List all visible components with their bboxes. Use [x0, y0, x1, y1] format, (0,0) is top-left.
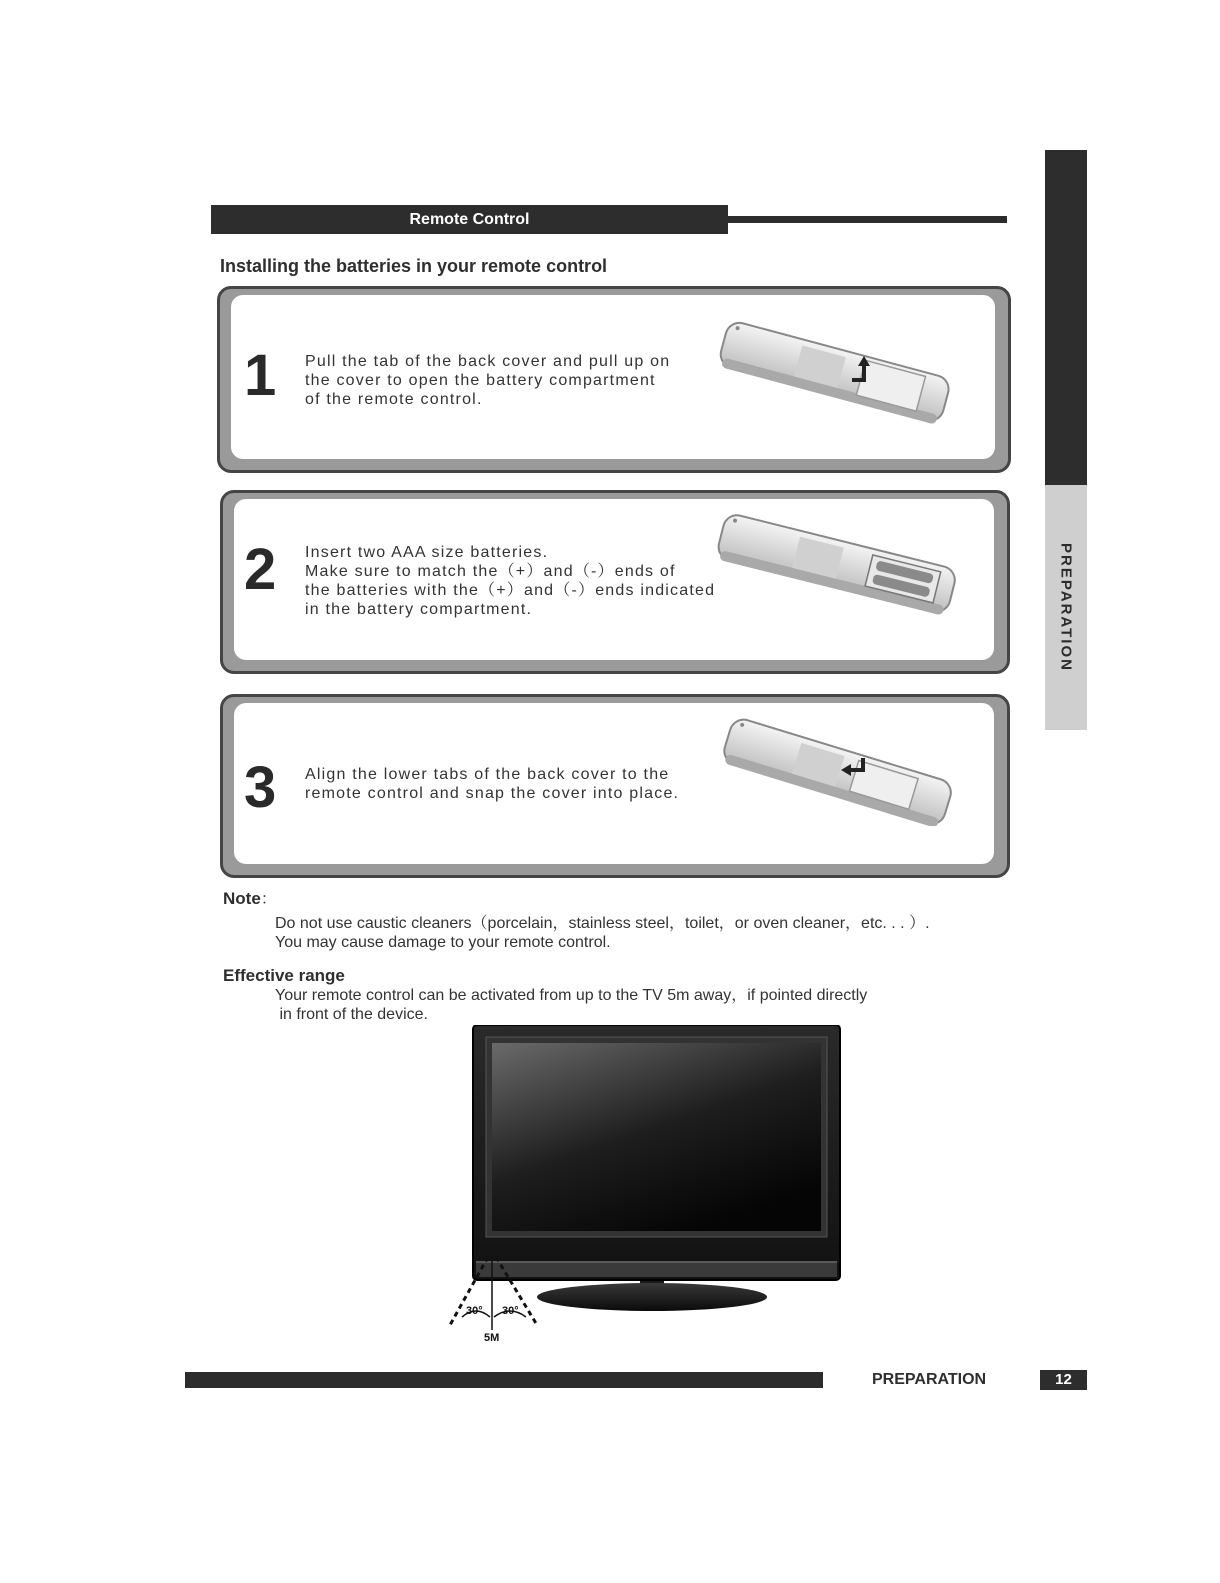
side-tab-label: PREPARATION: [1057, 543, 1075, 672]
page-number: 12: [1040, 1370, 1087, 1390]
step-text-1: Pull the tab of the back cover and pull up on the cover to open the battery compartment of the remote control.: [305, 353, 671, 408]
step-number-2: 2: [244, 537, 277, 602]
remote-insert-batteries-image: [710, 512, 965, 617]
step-text-3: Align the lower tabs of the back cover to the remote control and snap the cover into place.: [305, 766, 680, 802]
remote-close-cover-image: [715, 718, 960, 826]
footer-rule: [185, 1372, 823, 1388]
step-text-2: Insert two AAA size batteries. Make sure to match the（+）and（-）ends of the batteries with the（+）and（-）ends indicated in the battery compartment.: [305, 544, 716, 618]
tv-illustration: [440, 1025, 860, 1350]
step-number-3: 3: [244, 755, 277, 820]
side-tab-dark: [1045, 150, 1087, 485]
step-number-1: 1: [244, 343, 277, 408]
distance-label: 5M: [484, 1332, 500, 1344]
note-colon: ：: [260, 891, 277, 908]
remote-open-cover-image: [712, 320, 957, 425]
note-heading: [223, 886, 277, 909]
effective-range-heading: Effective range: [223, 966, 345, 985]
effective-range-line-1: Your remote control can be activated from up to the TV 5m away，if pointed directly: [275, 987, 868, 1004]
angle-right-label: 30°: [502, 1305, 519, 1317]
section-title: Installing the batteries in your remote control: [220, 256, 608, 276]
note-line-2: You may cause damage to your remote control.: [275, 934, 611, 951]
note-label: Note: [223, 889, 261, 908]
angle-left-label: 30°: [466, 1305, 483, 1317]
note-line-1: Do not use caustic cleaners（porcelain，stainless steel，toilet，or oven cleaner，etc. . . ）.: [275, 915, 930, 932]
header-rule: [728, 216, 1007, 223]
header-title: Remote Control: [211, 205, 728, 234]
footer-section-label: PREPARATION: [872, 1371, 987, 1388]
effective-range-line-2: in front of the device.: [275, 1006, 428, 1023]
